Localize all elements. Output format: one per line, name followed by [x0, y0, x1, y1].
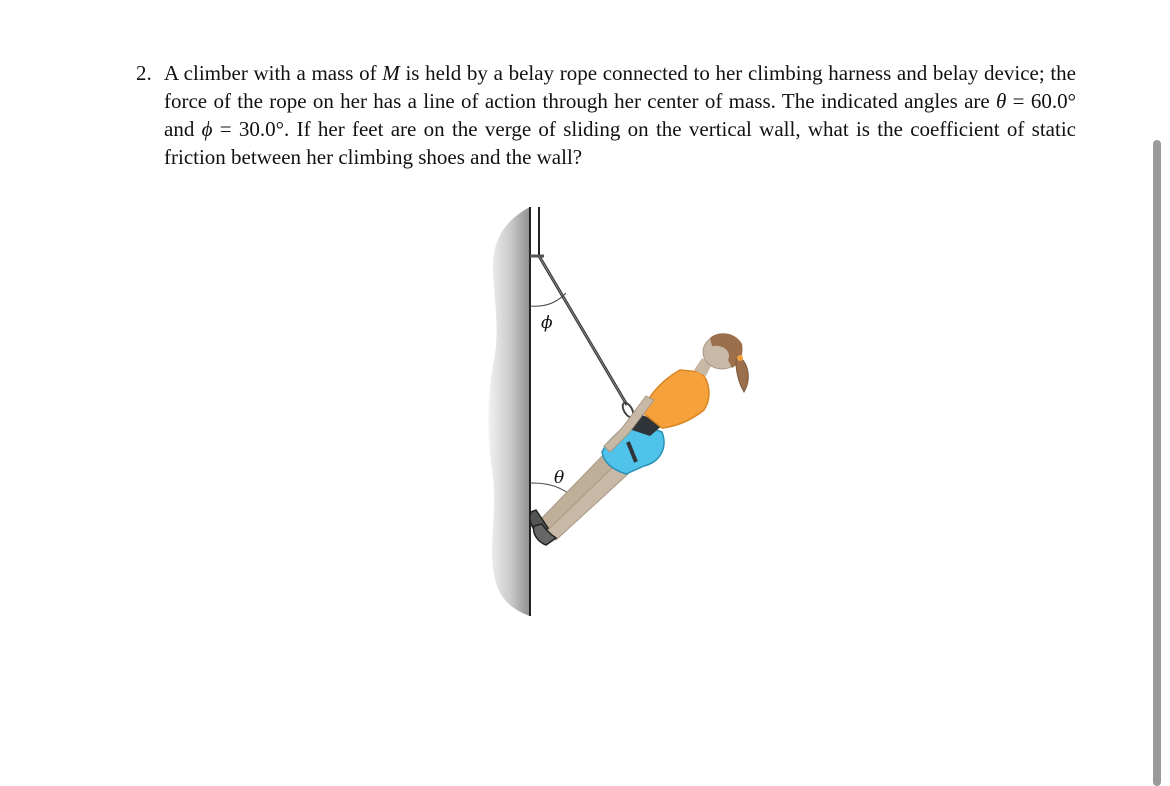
theta-label: θ: [554, 468, 565, 488]
ponytail: [736, 356, 748, 392]
text-part-3: If her feet are on the verge of sliding on the vertical wall, what is the coefficient of static friction between her climbing shoes and the wall?: [164, 117, 1076, 169]
phi-value: = 30.0°.: [212, 117, 290, 141]
climber-figure: [470, 198, 770, 628]
theta-value: = 60.0° and: [164, 89, 1076, 141]
problem-text: [164, 59, 1076, 171]
text-part-1: A climber with a mass of: [164, 61, 383, 85]
hair-tie: [737, 355, 743, 361]
phi-symbol: ϕ: [201, 117, 213, 141]
problem-statement: [136, 59, 1076, 171]
climber: [530, 333, 748, 545]
theta-symbol: θ: [996, 89, 1007, 113]
scrollbar[interactable]: [1153, 140, 1161, 786]
wall: [488, 207, 530, 616]
phi-label: ϕ: [541, 313, 553, 333]
text-part-2: is held by a belay rope connected to her climbing harness and belay device; the force of the rope on her has a line of action through her center of mass. The indicated angles are: [164, 61, 1076, 113]
mass-symbol: M: [382, 61, 400, 85]
problem-number: 2.: [136, 61, 152, 85]
